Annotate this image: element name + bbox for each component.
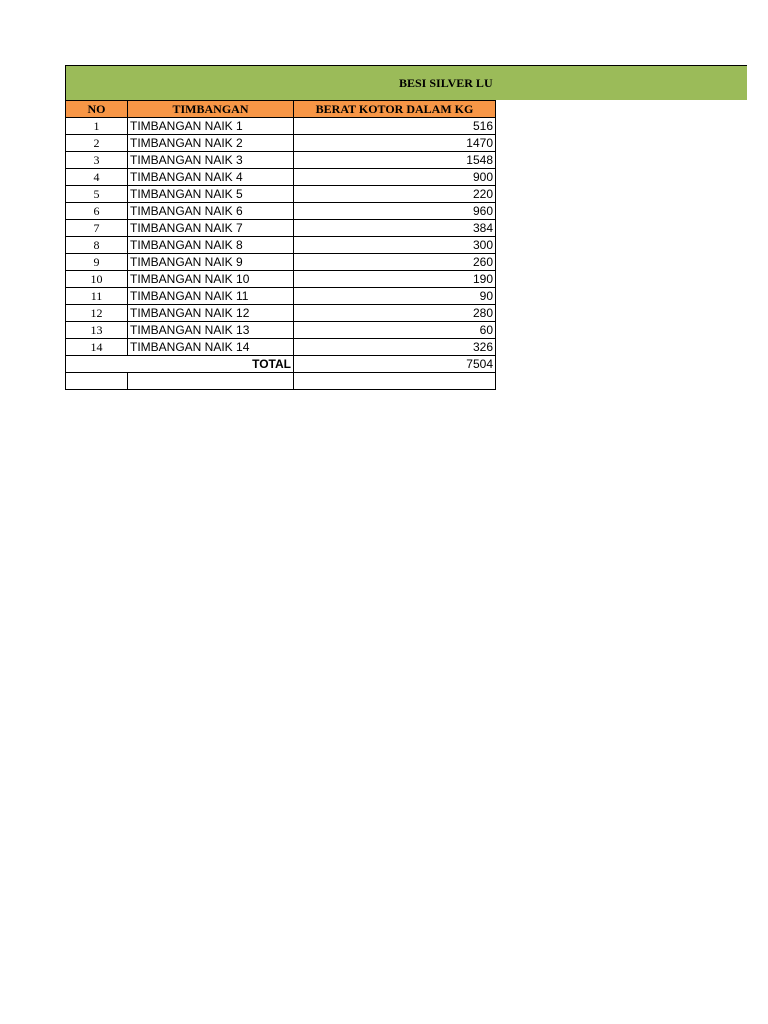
- cell-no[interactable]: 5: [66, 186, 128, 203]
- table-row: [66, 339, 496, 356]
- cell-name[interactable]: TIMBANGAN NAIK 4: [128, 169, 294, 186]
- cell-value[interactable]: 1470: [294, 135, 496, 152]
- cell-value[interactable]: 326: [294, 339, 496, 356]
- cell-value[interactable]: 280: [294, 305, 496, 322]
- cell-no[interactable]: 8: [66, 237, 128, 254]
- cell-name[interactable]: TIMBANGAN NAIK 11: [128, 288, 294, 305]
- table-row: [66, 118, 496, 135]
- cell-no[interactable]: 13: [66, 322, 128, 339]
- table-row: [66, 237, 496, 254]
- cell-value[interactable]: 300: [294, 237, 496, 254]
- header-row: [66, 101, 496, 118]
- table-row: [66, 220, 496, 237]
- cell-no[interactable]: 12: [66, 305, 128, 322]
- table-row: [66, 322, 496, 339]
- table-row: [66, 254, 496, 271]
- cell-value[interactable]: 384: [294, 220, 496, 237]
- cell-name[interactable]: TIMBANGAN NAIK 8: [128, 237, 294, 254]
- table-row: [66, 186, 496, 203]
- data-table: [65, 100, 496, 390]
- cell-name[interactable]: TIMBANGAN NAIK 1: [128, 118, 294, 135]
- cell-name[interactable]: TIMBANGAN NAIK 12: [128, 305, 294, 322]
- cell-value[interactable]: 220: [294, 186, 496, 203]
- cell-value[interactable]: 60: [294, 322, 496, 339]
- cell-value[interactable]: 960: [294, 203, 496, 220]
- table-row: [66, 135, 496, 152]
- cell-value[interactable]: 260: [294, 254, 496, 271]
- cell-no[interactable]: 7: [66, 220, 128, 237]
- header-no[interactable]: NO: [66, 101, 128, 118]
- total-row: [66, 356, 496, 373]
- cell-value[interactable]: 190: [294, 271, 496, 288]
- cell-name[interactable]: TIMBANGAN NAIK 3: [128, 152, 294, 169]
- cell-name[interactable]: TIMBANGAN NAIK 14: [128, 339, 294, 356]
- empty-row: [66, 373, 496, 390]
- cell-name[interactable]: TIMBANGAN NAIK 5: [128, 186, 294, 203]
- table-row: [66, 203, 496, 220]
- cell-name[interactable]: TIMBANGAN NAIK 6: [128, 203, 294, 220]
- title-band: [65, 65, 747, 100]
- cell-name[interactable]: TIMBANGAN NAIK 7: [128, 220, 294, 237]
- total-label[interactable]: TOTAL: [66, 356, 294, 373]
- total-value[interactable]: 7504: [294, 356, 496, 373]
- cell-name[interactable]: TIMBANGAN NAIK 13: [128, 322, 294, 339]
- cell-no[interactable]: 6: [66, 203, 128, 220]
- cell-value[interactable]: 1548: [294, 152, 496, 169]
- cell-no[interactable]: 1: [66, 118, 128, 135]
- cell-no[interactable]: 11: [66, 288, 128, 305]
- cell-name[interactable]: TIMBANGAN NAIK 9: [128, 254, 294, 271]
- cell-no[interactable]: 14: [66, 339, 128, 356]
- cell-name[interactable]: TIMBANGAN NAIK 2: [128, 135, 294, 152]
- cell-value[interactable]: 516: [294, 118, 496, 135]
- cell-no[interactable]: 3: [66, 152, 128, 169]
- table-row: [66, 288, 496, 305]
- empty-cell[interactable]: [66, 373, 128, 390]
- sheet-title: BESI SILVER LU: [399, 76, 493, 90]
- cell-value[interactable]: 90: [294, 288, 496, 305]
- table-row: [66, 152, 496, 169]
- header-berat[interactable]: BERAT KOTOR DALAM KG: [294, 101, 496, 118]
- cell-name[interactable]: TIMBANGAN NAIK 10: [128, 271, 294, 288]
- table-row: [66, 271, 496, 288]
- empty-cell[interactable]: [294, 373, 496, 390]
- cell-no[interactable]: 10: [66, 271, 128, 288]
- header-timbangan[interactable]: TIMBANGAN: [128, 101, 294, 118]
- cell-no[interactable]: 2: [66, 135, 128, 152]
- empty-cell[interactable]: [128, 373, 294, 390]
- table-row: [66, 169, 496, 186]
- cell-value[interactable]: 900: [294, 169, 496, 186]
- table-row: [66, 305, 496, 322]
- cell-no[interactable]: 9: [66, 254, 128, 271]
- cell-no[interactable]: 4: [66, 169, 128, 186]
